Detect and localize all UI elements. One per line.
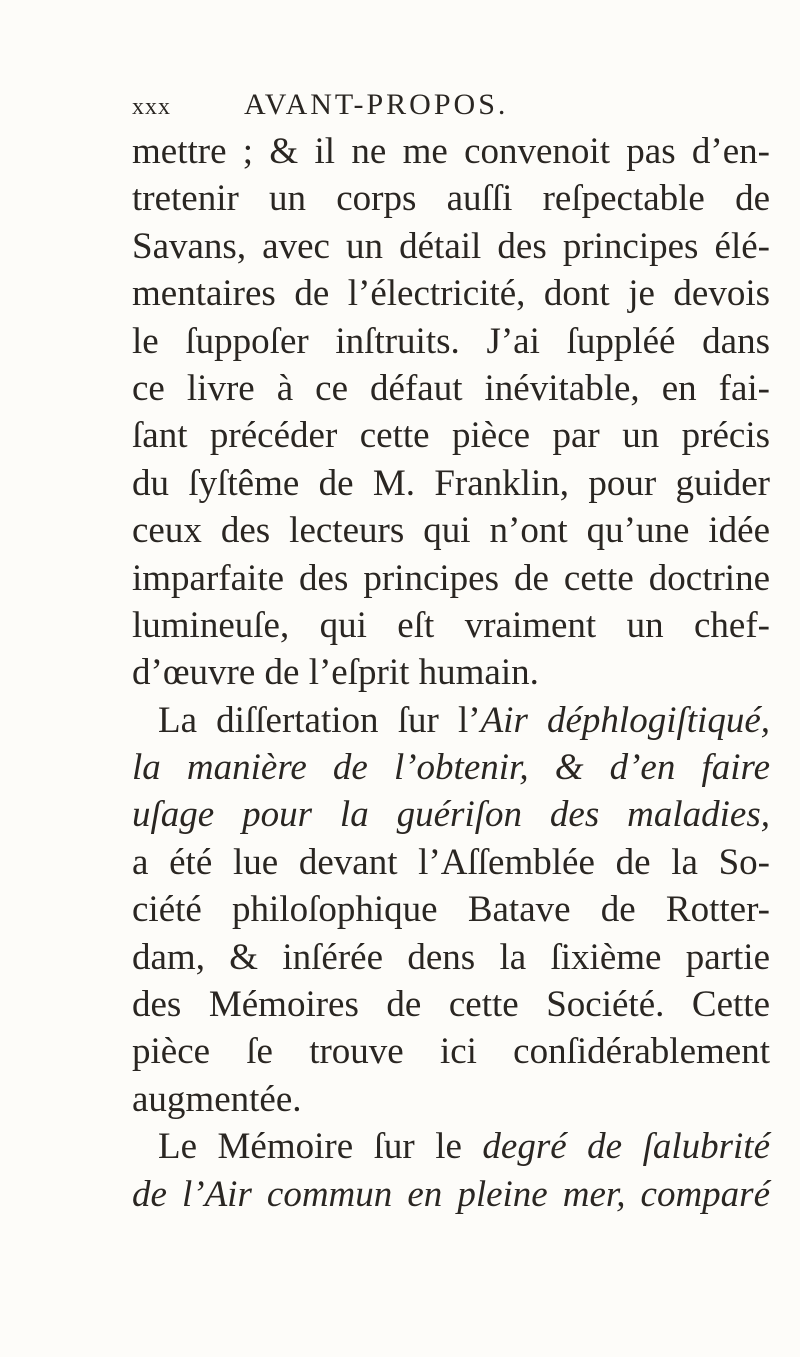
running-title: AVANT-PROPOS. — [244, 88, 509, 121]
italic-title: degré de ſalubrité — [482, 1126, 771, 1168]
body-text — [132, 128, 770, 1218]
paragraph-start-line: Le Mémoire ſur le degré de ſalubrité — [158, 1126, 771, 1168]
text-line: le ſuppoſer inſtruits. J’ai ſuppléé dans — [132, 320, 770, 362]
text-line: Savans, avec un détail des principes élé- — [132, 225, 770, 267]
text-line: ceux des lecteurs qui n’ont qu’une idée — [132, 510, 770, 552]
text-line: imparfaite des principes de cette doctrine — [132, 557, 770, 599]
text-line: tretenir un corps auſſi reſpectable de — [132, 178, 770, 220]
text-line: du ſyſtême de M. Franklin, pour guider — [132, 462, 770, 504]
text-line: dam, & inſérée dens la ſixième partie — [132, 936, 770, 978]
text-line: ce livre à ce défaut inévitable, en fai- — [132, 367, 770, 409]
paragraph-start-line: La diſſertation ſur l’Air déphlogiſtiqué, — [158, 699, 770, 741]
text-line: mettre ; & il ne me convenoit pas d’en- — [132, 131, 770, 172]
italic-line: de l’Air commun en pleine mer, comparé — [132, 1173, 770, 1215]
text-line: a été lue devant l’Aſſemblée de la So- — [132, 841, 770, 883]
italic-line: uſage pour la guériſon des maladies, — [132, 794, 770, 836]
text-line: mentaires de l’électricité, dont je devois — [132, 273, 770, 315]
italic-line: la manière de l’obtenir, & d’en faire — [132, 747, 770, 789]
text-line: ciété philoſophique Batave de Rotter- — [132, 889, 770, 931]
text-line: d’œuvre de l’eſprit humain. — [132, 652, 539, 694]
text-line: pièce ſe trouve ici conſidérablement — [132, 1031, 770, 1073]
text-line: lumineuſe, qui eſt vraiment un chef- — [132, 604, 770, 646]
running-head — [132, 88, 772, 128]
page-number: xxx — [132, 94, 171, 120]
text-line: augmentée. — [132, 1078, 302, 1120]
text-line: ſant précéder cette pièce par un précis — [132, 415, 770, 457]
italic-title: Air déphlogiſtiqué, — [480, 699, 770, 741]
text-line: des Mémoires de cette Société. Cette — [132, 984, 770, 1026]
